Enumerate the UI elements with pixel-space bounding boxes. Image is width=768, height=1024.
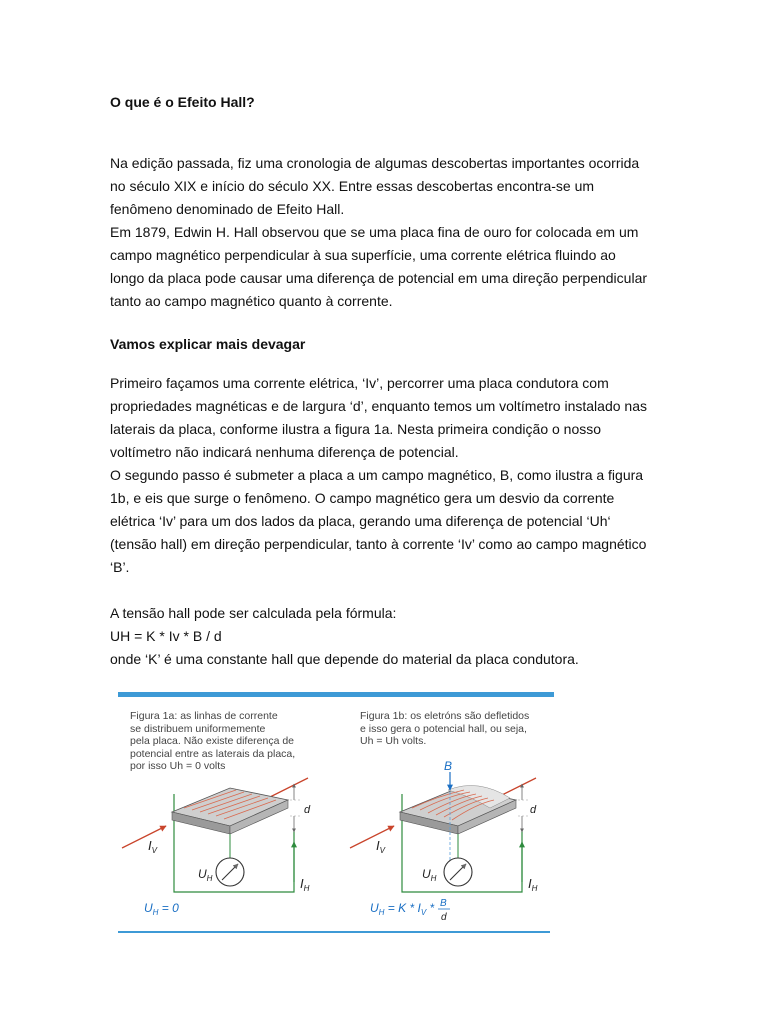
figure-1a	[122, 778, 311, 917]
text-line: propriedades magnéticas e de largura ‘d’, enquanto temos um voltímetro instalado nas	[110, 398, 647, 414]
formula-paragraph	[110, 602, 670, 671]
caption-figure-1b: Figura 1b: os eletróns são defletidos e isso gera o potencial hall, ou seja, Uh = Uh volts.	[360, 710, 530, 747]
b-label: B	[444, 759, 453, 773]
text-line: Em 1879, Edwin H. Hall observou que se uma placa fina de ouro for colocada em um	[110, 224, 639, 240]
formula-a: $U_H = 0$	[144, 901, 179, 917]
formula-b-numerator: B	[440, 898, 447, 909]
text-line: campo magnético perpendicular à sua superfície, uma corrente elétrica fluindo ao	[110, 247, 616, 263]
uh-label: $U_H$	[422, 867, 437, 883]
figure-1b	[350, 759, 538, 923]
figure-bottom-bar	[118, 931, 550, 933]
text-line: Na edição passada, fiz uma cronologia de algumas descobertas importantes ocorrida	[110, 155, 640, 171]
formula-b-denominator: d	[441, 912, 447, 923]
text-line: fenômeno denominado de Efeito Hall.	[110, 201, 345, 217]
current-arrow-in	[122, 826, 166, 848]
text-line: laterais da placa, conforme ilustra a figura 1a. Nesta primeira condição o nosso	[110, 421, 602, 437]
text-line: tanto ao campo magnético quanto à corrente.	[110, 293, 393, 309]
text-line: onde ‘K’ é uma constante hall que depende do material da placa condutora.	[110, 651, 579, 667]
explanation-paragraph	[110, 372, 670, 579]
caption-figure-1a: Figura 1a: as linhas de corrente se distribuem uniformemente pela placa. Não existe diferença de potencial entre as laterais da placa, por isso Uh = 0 volts	[130, 710, 296, 772]
page-title: O que é o Efeito Hall?	[110, 94, 255, 110]
hall-effect-figure	[118, 692, 554, 936]
text-line: O segundo passo é submeter a placa a um campo magnético, B, como ilustra a figura	[110, 467, 644, 483]
text-line: Primeiro façamos uma corrente elétrica, ‘Iv’, percorrer uma placa condutora com	[110, 375, 609, 391]
text-line: no século XIX e início do século XX. Entre essas descobertas encontra-se um	[110, 178, 595, 194]
current-arrow-in	[350, 826, 394, 848]
text-line: 1b, e eis que surge o fenômeno. O campo magnético gera um desvio da corrente	[110, 490, 615, 506]
intro-paragraph	[110, 152, 670, 313]
iv-label: $I_V$	[148, 838, 157, 855]
text-line: A tensão hall pode ser calculada pela fórmula:	[110, 605, 397, 621]
formula-b: $U_H = K * I_V$ *	[370, 901, 435, 917]
figure-top-bar	[118, 692, 554, 697]
uh-label: $U_H$	[198, 867, 213, 883]
section-subtitle: Vamos explicar mais devagar	[110, 336, 306, 352]
ih-label: $I_H$	[300, 876, 310, 893]
d-label: d	[530, 804, 537, 816]
text-line: ‘B’.	[110, 559, 130, 575]
text-line: voltímetro não indicará nenhuma diferença de potencial.	[110, 444, 459, 460]
text-line: elétrica ‘Iv’ para um dos lados da placa, gerando uma diferença de potencial ‘Uh‘	[110, 513, 611, 529]
d-label: d	[304, 804, 311, 816]
ih-label: $I_H$	[528, 876, 538, 893]
text-line: (tensão hall) em direção perpendicular, tanto à corrente ‘Iv’ como ao campo magnético	[110, 536, 647, 552]
current-line-out	[268, 778, 308, 798]
text-line: longo da placa pode causar uma diferença de potencial em uma direção perpendicular	[110, 270, 648, 286]
formula-line: UH = K * Iv * B / d	[110, 628, 222, 644]
iv-label: $I_V$	[376, 838, 385, 855]
